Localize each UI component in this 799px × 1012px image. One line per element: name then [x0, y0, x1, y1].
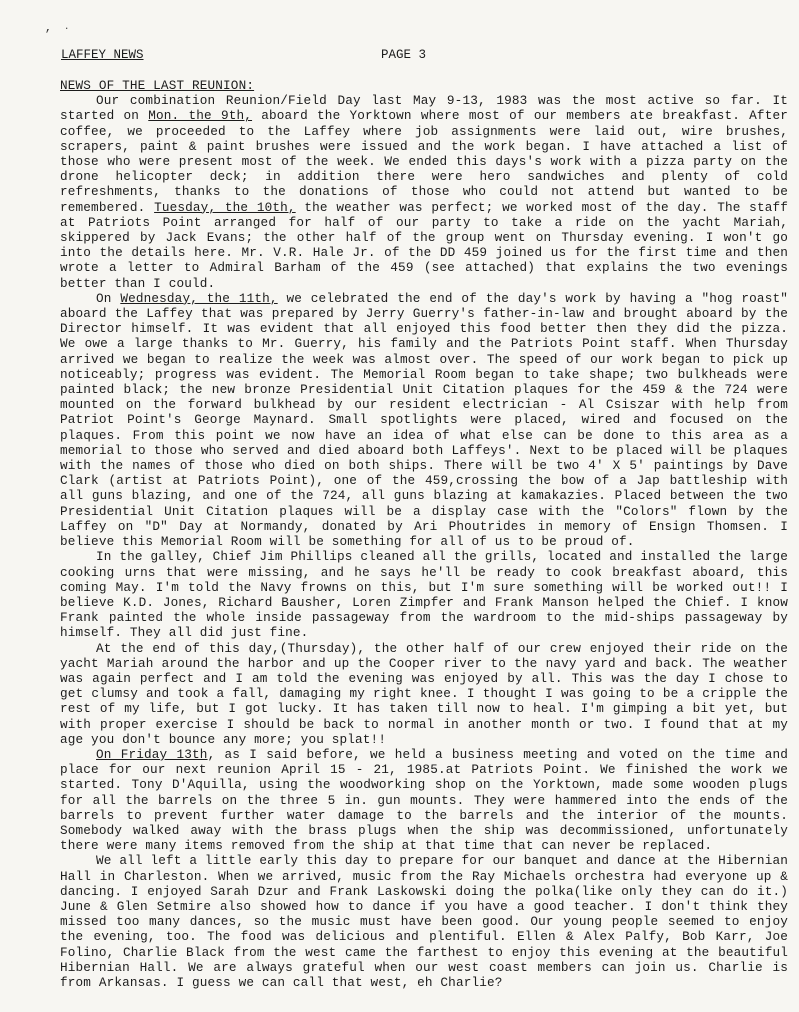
paragraph-4: At the end of this day,(Thursday), the other half of our crew enjoyed their ride on the yacht Mariah around the harbor and up the Cooper river to the navy yard and back. The weather was again perfect and I am told the evening was enjoyed by all. This was the day I chose to get clumsy and took a fall, damaging my right knee. I thought I was going to be a cripple the rest of my life, but I got lucky. It has taken till now to heal. I'm gimping a bit yet, but with proper exercise I should be back to normal in another month or two. I found that at my age you don't bounce any more; you splat!!: [60, 640, 788, 747]
page-number: PAGE 3: [381, 48, 427, 62]
date-monday: Mon. the 9th,: [148, 108, 253, 124]
stray-mark: ’: [44, 28, 52, 42]
paragraph-text: we celebrated the end of the day's work by having a "hog roast" aboard the Laffey that was prepared by Jerry Guerry's father-in-law and brought aboard by the Director himself. It was evident that all enjoyed this food better then they did the pizza. We owe a large thanks to Mr. Guerry, his family and the Patriots Point staff. When Thursday arrived we began to realize the week was almost over. The speed of our work began to pick up noticeably; progress was evident. The Memorial Room began to take shape; two bulkheads were painted black; the new bronze Presidential Unit Citation plaques for the 459 & the 724 were mounted on the forward bulkhead by our resident electrician - Al Csiszar with help from Patriot Point's George Maynard. Small spotlights were placed, wired and focused on the plaques. From this point we now have an idea of what else can be done to this area as a memorial to those who served and died aboard both Laffeys'. Next to be placed will be plaques with the names of those who died on both ships. There will be two 4' X 5' paintings by Dave Clark (artist at Patriots Point), one of the 459,crossing the bow of a Jap battleship with all guns blazing, and one of the 724, all guns blazing at kamakazies. Placed between the two Presidential Unit Citation plaques will be a display case with the "Colors" flown by the Laffey on "D" Day at Normandy, donated by Ari Phoutrides in memory of Ensign Thomsen. I believe this Memorial Room will be something for all of us to be proud of.: [60, 290, 788, 550]
date-friday: On Friday 13th: [96, 746, 208, 762]
stray-dot: ·: [64, 24, 70, 34]
paragraph-text: the weather was perfect; we worked most of the day. The staff at Patriots Point arranged for half of our party to take a ride on the yacht Mariah, skippered by Jack Evans; the other half of the group went on Thursday evening. I won't go into the details here. Mr. V.R. Hale Jr. of the DD 459 joined us for the first time and then wrote a letter to Admiral Barham of the 459 (see attached) that explains the two evenings better than I could.: [60, 199, 788, 291]
paragraph-5: [60, 747, 788, 853]
date-tuesday: Tuesday, the 10th,: [154, 199, 296, 215]
paragraph-1: [60, 93, 788, 291]
paragraph-2: [60, 291, 788, 549]
article-body: [60, 78, 788, 990]
date-wednesday: Wednesday, the 11th,: [120, 290, 278, 306]
paragraph-text: , as I said before, we held a business meeting and voted on the time and place for our next reunion April 15 - 21, 1985.at Patriots Point. We finished the work we started. Tony D'Aquilla, using the woodworking shop on the Yorktown, made some wooden plugs for all the barrels on the three 5 in. gun mounts. They were hammered into the ends of the barrels to prevent further water damage to the barrels and the interior of the mounts. Somebody walked away with the brass plugs when the ship was decommissioned, unfortunately there were many items removed from the ship at that time that can never be replaced.: [60, 746, 788, 854]
paragraph-text: On: [96, 290, 121, 306]
paragraph-text: aboard the Yorktown where most of our members ate breakfast. After coffee, we proceeded to the Laffey where job assignments were laid out, wire brushes, scrapers, paint & paint brushes were issued and the work began. I have attached a list of those who were present most of the week. We ended this days's work with a pizza party on the drone helicopter deck; in addition there were hero sandwiches and plenty of cold refreshments, thanks to the donations of those who could not attend but wanted to be remembered.: [60, 108, 788, 215]
paragraph-6: We all left a little early this day to prepare for our banquet and dance at the Hibernian Hall in Charleston. When we arrived, music from the Ray Michaels orchestra had everyone up & dancing. I enjoyed Sarah Dzur and Frank Laskowski doing the polka(like only they can do it.) June & Glen Setmire also showed how to dance if you have a good teacher. I don't think they missed too many dances, so the music must have been good. Our young people seemed to enjoy the evening, too. The food was delicious and plentiful. Ellen & Alex Palfy, Bob Karr, Joe Folino, Charlie Black from the west came the farthest to enjoy this evening at the beautiful Hibernian Hall. We are always grateful when our west coast members can join us. Charlie is from Arkansas. I guess we can call that west, eh Charlie?: [60, 853, 788, 990]
article-title: NEWS OF THE LAST REUNION:: [60, 78, 255, 93]
newsletter-name: LAFFEY NEWS: [61, 48, 144, 62]
paragraph-3: In the galley, Chief Jim Phillips cleaned all the grills, located and installed the large cooking urns that were missing, and he says he'll be ready to cook breakfast aboard, this coming May. I'm told the Navy frowns on this, but I'm sure something will be worked out!! I believe K.D. Jones, Richard Bausher, Loren Zimpfer and Frank Manson helped the Chief. I know Frank painted the whole inside passageway from the wardroom to the mid-ships passageway by himself. They all did just fine.: [60, 549, 788, 641]
paragraph-text: Our combination Reunion/Field Day last May 9-13, 1983 was the most active so far. It started on: [60, 93, 788, 124]
